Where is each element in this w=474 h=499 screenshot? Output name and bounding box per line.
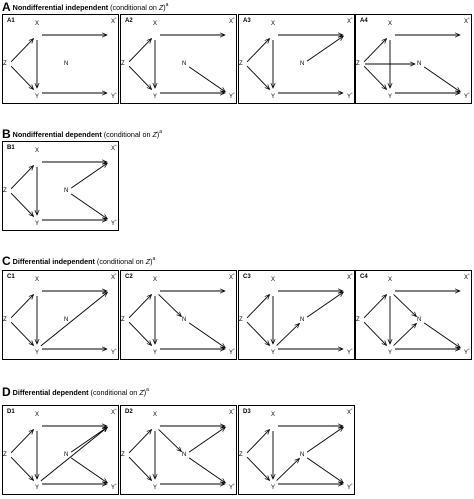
section-condition-close: ) [163, 3, 166, 12]
mismeasured-marker: * [115, 16, 117, 21]
node-y: Y [388, 94, 393, 100]
edge-z-to-y [129, 457, 151, 480]
node-y: Y [35, 94, 40, 100]
node-n: N [182, 452, 187, 458]
edge-z-to-y [247, 66, 269, 89]
section-title-b [2, 127, 162, 140]
node-y-star: Y* [229, 91, 235, 100]
mismeasured-marker: * [233, 272, 235, 277]
node-y: Y [35, 221, 40, 227]
node-y: Y [271, 485, 276, 491]
edge-z-to-x [129, 39, 151, 62]
node-x: X [153, 412, 158, 418]
edge-z-to-x [11, 295, 33, 318]
section-condition-close: ) [150, 257, 153, 266]
dag-panel-a2 [120, 14, 237, 104]
node-x-star: X* [347, 272, 353, 281]
node-x: X [153, 277, 158, 283]
mismeasured-marker: * [233, 16, 235, 21]
section-condition-var: Z [152, 130, 157, 139]
dag-panel-c4 [355, 270, 472, 360]
edge-n-to-xs [71, 163, 107, 188]
node-y-star: Y* [111, 347, 117, 356]
dag-arrows [121, 271, 236, 359]
section-title-a [2, 0, 168, 13]
section-letter: C [2, 254, 11, 268]
footnote-marker: a [152, 256, 156, 262]
edge-z-to-x [129, 430, 151, 453]
edge-y-to-xs [41, 292, 108, 346]
node-y-star: Y* [229, 347, 235, 356]
section-heading: Differential independent [12, 257, 95, 266]
edge-z-to-x [364, 295, 386, 318]
edge-n-to-ys [189, 458, 225, 483]
node-z: Z [356, 317, 360, 323]
node-z: Z [239, 452, 243, 458]
node-x: X [35, 412, 40, 418]
dag-panel-c1 [2, 270, 119, 360]
node-x-star: X* [111, 407, 117, 416]
edge-x-to-n [159, 429, 182, 451]
mismeasured-marker: * [115, 407, 117, 412]
edge-z-to-y [247, 322, 269, 345]
edge-n-to-ys [71, 458, 107, 483]
node-y-star: Y* [111, 482, 117, 491]
mismeasured-marker: * [115, 482, 117, 487]
panel-label: B1 [7, 145, 15, 151]
mismeasured-marker: * [233, 482, 235, 487]
dag-panel-a4 [355, 14, 472, 104]
dag-arrows [356, 15, 471, 103]
section-condition: (conditional on [101, 130, 153, 139]
node-z: Z [121, 317, 125, 323]
dag-arrows [3, 142, 118, 230]
dag-panel-a1 [2, 14, 119, 104]
node-x-star: X* [229, 272, 235, 281]
edge-n-to-ys [71, 194, 107, 219]
panel-label: A2 [125, 18, 133, 24]
section-title-c [2, 254, 155, 267]
node-n: N [182, 317, 187, 323]
mismeasured-marker: * [115, 218, 117, 223]
node-y: Y [153, 485, 158, 491]
edge-n-to-ys [424, 67, 460, 92]
section-condition-close: ) [143, 388, 147, 397]
mismeasured-marker: * [115, 143, 117, 148]
node-y-star: Y* [111, 218, 117, 227]
section-condition: (conditional on [94, 257, 146, 266]
panel-label: D2 [125, 409, 133, 415]
node-x-star: X* [111, 272, 117, 281]
section-heading: Differential dependent [12, 388, 89, 397]
node-x-star: X* [464, 272, 470, 281]
node-x-star: X* [464, 16, 470, 25]
mismeasured-marker: * [351, 407, 353, 412]
edge-n-to-ys [307, 458, 343, 483]
panel-label: D1 [7, 409, 15, 415]
mismeasured-marker: * [468, 91, 470, 96]
edge-z-to-y [129, 66, 151, 89]
node-n: N [64, 61, 69, 67]
node-x: X [388, 21, 393, 27]
node-y: Y [153, 94, 158, 100]
node-y: Y [35, 350, 40, 356]
mismeasured-marker: * [233, 91, 235, 96]
dag-arrows [356, 271, 471, 359]
node-y-star: Y* [347, 482, 353, 491]
node-n: N [300, 61, 305, 67]
node-y-star: Y* [464, 91, 470, 100]
edge-z-to-y [11, 66, 33, 89]
footnote-marker: a [159, 129, 163, 135]
section-condition: (conditional on [108, 3, 159, 12]
node-x-star: X* [347, 407, 353, 416]
section-condition-var: Z [139, 388, 144, 397]
node-x: X [271, 277, 276, 283]
dag-panel-c2 [120, 270, 237, 360]
dag-arrows [239, 406, 354, 494]
section-letter: A [2, 0, 11, 14]
section-heading: Nondifferential dependent [12, 130, 102, 139]
node-x: X [35, 277, 40, 283]
panel-label: C1 [7, 274, 15, 280]
dag-arrows [3, 406, 118, 494]
dag-arrows [121, 406, 236, 494]
node-n: N [300, 317, 305, 323]
node-z: Z [356, 61, 360, 67]
node-z: Z [3, 317, 7, 323]
edge-n-to-ys [189, 323, 225, 348]
section-condition-var: Z [158, 3, 164, 12]
node-z: Z [3, 61, 7, 67]
panel-label: C2 [125, 274, 133, 280]
node-x-star: X* [229, 407, 235, 416]
node-z: Z [3, 188, 7, 194]
node-x-star: X* [347, 16, 353, 25]
node-y: Y [271, 350, 276, 356]
edge-n-to-xs [71, 427, 107, 452]
node-y: Y [153, 350, 158, 356]
panel-label: A4 [360, 18, 368, 24]
edge-z-to-x [247, 295, 269, 318]
dag-arrows [3, 15, 118, 103]
dag-panel-d3 [238, 405, 355, 495]
node-n: N [300, 452, 305, 458]
edge-z-to-x [11, 39, 33, 62]
dag-arrows [239, 15, 354, 103]
edge-n-to-xs [307, 427, 343, 452]
node-x-star: X* [111, 143, 117, 152]
panel-label: A3 [243, 18, 251, 24]
edge-z-to-y [129, 322, 151, 345]
edge-y-to-n [394, 323, 417, 345]
dag-panel-d2 [120, 405, 237, 495]
mismeasured-marker: * [115, 91, 117, 96]
panel-label: D3 [243, 409, 251, 415]
edge-y-to-n [277, 458, 300, 480]
edge-z-to-y [247, 457, 269, 480]
dag-panel-b1 [2, 141, 119, 231]
edge-z-to-x [11, 430, 33, 453]
edge-n-to-xs [307, 36, 343, 61]
panel-label: C4 [360, 274, 368, 280]
node-y: Y [35, 485, 40, 491]
node-x: X [35, 21, 40, 27]
edge-z-to-y [11, 193, 33, 216]
mismeasured-marker: * [233, 347, 235, 352]
mismeasured-marker: * [468, 347, 470, 352]
node-x: X [271, 21, 276, 27]
section-letter: B [2, 127, 11, 141]
node-n: N [182, 61, 187, 67]
edge-y-to-n [277, 323, 300, 345]
node-n: N [64, 188, 69, 194]
edge-z-to-y [11, 322, 33, 345]
edge-z-to-x [247, 39, 269, 62]
node-x-star: X* [111, 16, 117, 25]
footnote-marker: a [165, 2, 169, 8]
edge-n-to-ys [189, 67, 225, 92]
edge-n-to-xs [189, 427, 225, 452]
footnote-marker: a [146, 387, 149, 393]
node-x: X [271, 412, 276, 418]
section-condition-close: ) [156, 130, 160, 139]
node-y-star: Y* [229, 482, 235, 491]
edge-z-to-x [11, 166, 33, 189]
section-condition: (conditional on [88, 388, 140, 397]
panel-label: A1 [7, 18, 15, 24]
node-n: N [64, 317, 69, 323]
section-heading: Nondifferential independent [12, 3, 109, 12]
node-y-star: Y* [347, 347, 353, 356]
node-z: Z [3, 452, 7, 458]
mismeasured-marker: * [233, 407, 235, 412]
edge-x-to-n [394, 294, 417, 316]
dag-panel-c3 [238, 270, 355, 360]
section-title-d [2, 385, 149, 398]
node-z: Z [239, 61, 243, 67]
edge-z-to-y [11, 457, 33, 480]
edge-z-to-x [129, 295, 151, 318]
node-z: Z [121, 61, 125, 67]
node-y-star: Y* [464, 347, 470, 356]
node-z: Z [121, 452, 125, 458]
node-n: N [417, 317, 422, 323]
dag-panel-a3 [238, 14, 355, 104]
edge-n-to-ys [424, 323, 460, 348]
mismeasured-marker: * [351, 16, 353, 21]
mismeasured-marker: * [115, 272, 117, 277]
edge-z-to-x [364, 39, 386, 62]
node-z: Z [239, 317, 243, 323]
mismeasured-marker: * [351, 482, 353, 487]
edge-z-to-y [364, 322, 386, 345]
dag-panel-d1 [2, 405, 119, 495]
node-x: X [388, 277, 393, 283]
mismeasured-marker: * [115, 347, 117, 352]
edge-y-to-xs [41, 427, 108, 481]
node-x: X [153, 21, 158, 27]
dag-arrows [3, 271, 118, 359]
section-condition-var: Z [145, 257, 151, 266]
mismeasured-marker: * [351, 272, 353, 277]
dag-arrows [239, 271, 354, 359]
mismeasured-marker: * [468, 16, 470, 21]
edge-z-to-y [364, 66, 386, 89]
node-y: Y [271, 94, 276, 100]
node-x-star: X* [229, 16, 235, 25]
panel-label: C3 [243, 274, 251, 280]
section-letter: D [2, 385, 11, 399]
edge-z-to-x [247, 430, 269, 453]
node-y: Y [388, 350, 393, 356]
edge-n-to-xs [307, 292, 343, 317]
dag-arrows [121, 15, 236, 103]
node-n: N [64, 452, 69, 458]
mismeasured-marker: * [468, 272, 470, 277]
mismeasured-marker: * [351, 347, 353, 352]
node-n: N [417, 61, 422, 67]
node-x: X [35, 148, 40, 154]
node-y-star: Y* [347, 91, 353, 100]
mismeasured-marker: * [351, 91, 353, 96]
node-y-star: Y* [111, 91, 117, 100]
edge-x-to-n [159, 294, 182, 316]
